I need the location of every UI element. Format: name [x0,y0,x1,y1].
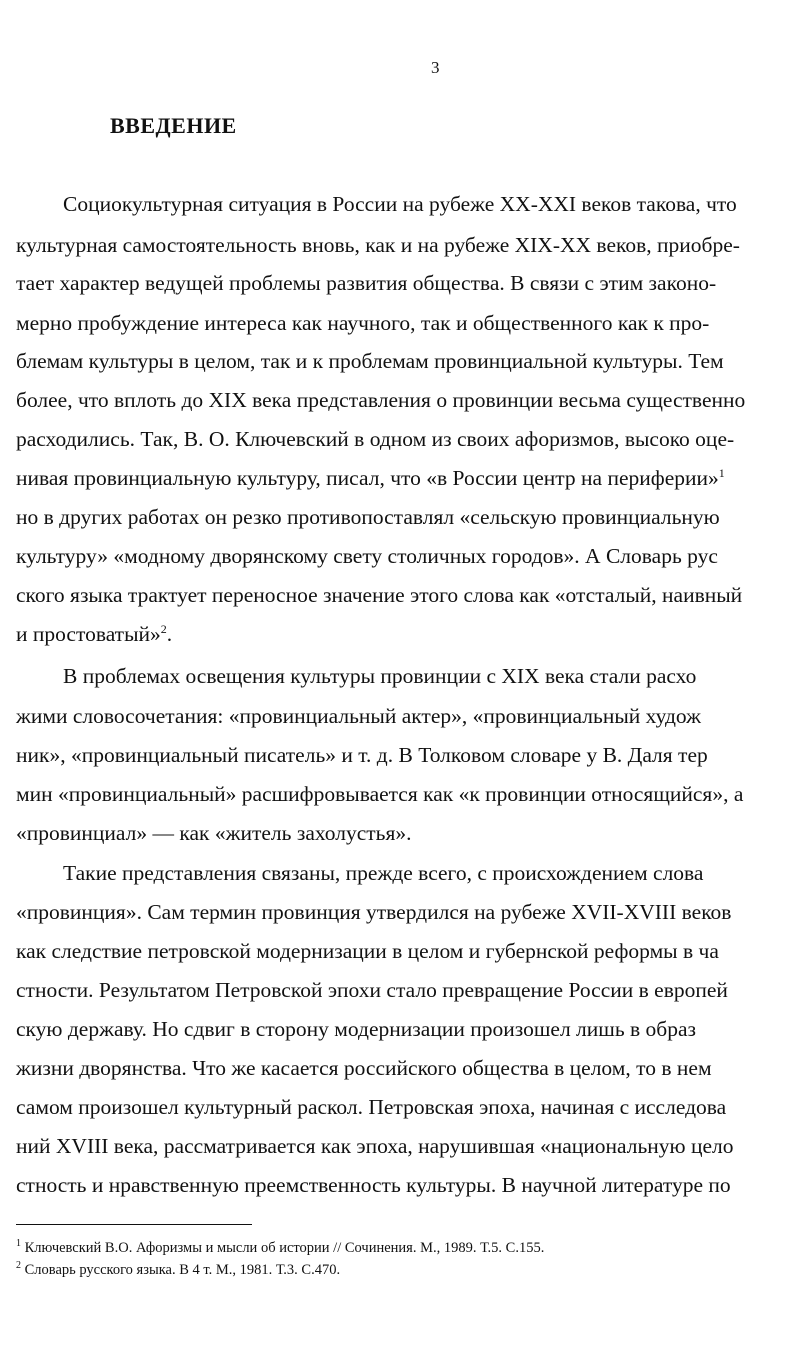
text-line: жизни дворянства. Что же касается российского общества в целом, то в нем [16,1056,712,1080]
text-line-tail: . [166,622,173,646]
text-line [16,465,725,490]
footnote-text: Словарь русского языка. В 4 т. М., 1981. Т.3. С.470. [24,1262,341,1278]
text-line: блемам культуры в целом, так и к проблемам провинциальной культуры. Тем [16,349,724,373]
text-line: культурная самостоятельность вновь, как и на рубеже XIX-XX веков, приобре- [16,233,740,257]
text-line: Социокультурная ситуация в России на рубеже XX-XXI веков такова, что [63,192,737,216]
text-line: «провинция». Сам термин провинция утвердился на рубеже XVII-XVIII веков [16,900,732,924]
footnote-ref-1: 1 [718,465,725,480]
text-line: как следствие петровской модернизации в целом и губернской реформы в ча [16,939,719,963]
footnote-text: Ключевский В.О. Афоризмы и мысли об истории // Сочинения. М., 1989. Т.5. С.155. [24,1240,545,1256]
text-line: ний XVIII века, рассматривается как эпоха, нарушившая «национальную цело [16,1134,734,1158]
text-line: «провинциал» — как «житель захолустья». [16,821,412,845]
footnote-number: 2 [16,1260,21,1272]
footnote-ref-2: 2 [160,621,167,636]
text-line [16,621,173,646]
section-heading: ВВЕДЕНИЕ [110,113,237,138]
text-line: стность и нравственную преемственность культуры. В научной литературе по [16,1173,731,1197]
text-line: скую державу. Но сдвиг в сторону модернизации произошел лишь в образ [16,1017,697,1041]
footnote-1 [16,1240,544,1257]
footnote-divider [16,1224,252,1225]
text-line: мерно пробуждение интереса как научного, так и общественного как к про- [16,311,710,335]
footnote-2 [16,1262,340,1279]
text-line-content: и простоватый» [16,622,161,646]
text-line: мин «провинциальный» расшифровывается как «к провинции относящийся», а [16,782,744,806]
text-line: ник», «провинциальный писатель» и т. д. В Толковом словаре у В. Даля тер [16,743,708,767]
text-line: расходились. Так, В. О. Ключевский в одном из своих афоризмов, высоко оце- [16,427,735,451]
text-line: В проблемах освещения культуры провинции с XIX века стали расхо [63,664,697,688]
footnote-number: 1 [16,1238,21,1250]
page-number: 3 [431,58,440,77]
text-line: более, что вплоть до XIX века представления о провинции весьма существенно [16,388,746,412]
text-line: Такие представления связаны, прежде всего, с происхождением слова [63,861,704,885]
text-line: но в других работах он резко противопоставлял «сельскую провинциальную [16,505,720,529]
text-line: стности. Результатом Петровской эпохи стало превращение России в европей [16,978,728,1002]
text-line-content: нивая провинциальную культуру, писал, что «в России центр на периферии» [16,466,719,490]
text-line: самом произошел культурный раскол. Петровская эпоха, начиная с исследова [16,1095,727,1119]
text-line: жими словосочетания: «провинциальный актер», «провинциальный худож [16,704,701,728]
text-line: культуру» «модному дворянскому свету столичных городов». А Словарь рус [16,544,718,568]
text-line: ского языка трактует переносное значение этого слова как «отсталый, наивный [16,583,743,607]
text-line: тает характер ведущей проблемы развития общества. В связи с этим законо- [16,271,717,295]
